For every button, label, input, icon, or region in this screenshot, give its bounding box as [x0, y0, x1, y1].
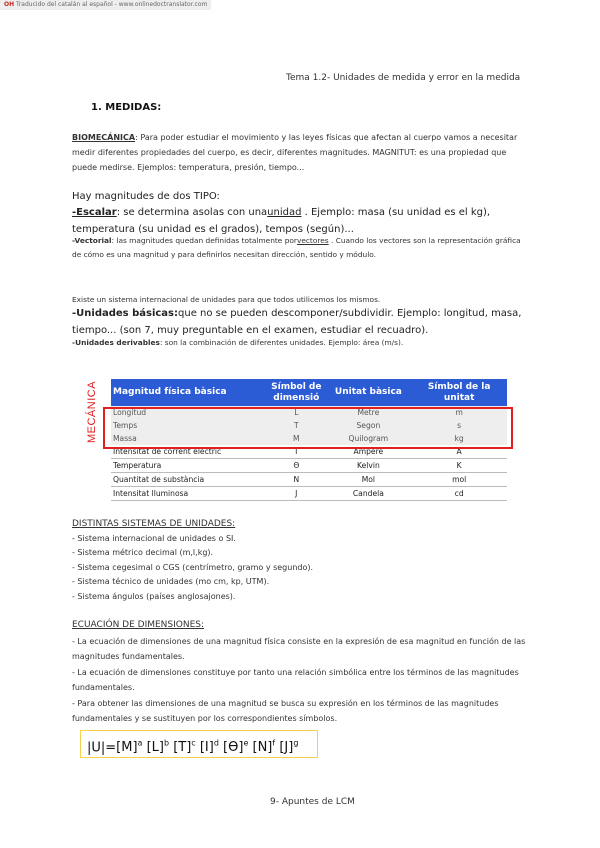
cell-magnitud: Temps — [111, 419, 267, 432]
cell-magnitud: Massa — [111, 432, 267, 445]
formula-lhs: |U|= — [87, 740, 117, 756]
header-magnitud: Magnitud física bàsica — [111, 379, 267, 406]
cell-unit-symbol: s — [411, 419, 507, 432]
formula-exponent: b — [163, 739, 170, 748]
formula-exponent: c — [191, 739, 196, 748]
cell-unit-symbol: K — [411, 459, 507, 473]
formula-base: [M] — [116, 740, 138, 756]
escalar-label: -Escalar — [72, 207, 117, 218]
formula-base: [N] — [252, 740, 273, 756]
formula-exponent: e — [243, 739, 249, 748]
formula-term — [116, 740, 142, 755]
translator-watermark — [0, 0, 211, 10]
vectorial-text-b: . Cuando los vectores son la representación gráfica de cómo es una magnitud y para definirlos necesitan dirección, sentido y módulo. — [72, 236, 521, 259]
cell-dimension-symbol: Θ — [267, 459, 325, 473]
table-row — [111, 459, 507, 473]
list-item: - Sistema ángulos (países anglosajones). — [72, 591, 236, 601]
derivables-text: : son la combinación de diferentes unidades. Ejemplo: área (m/s). — [159, 338, 404, 347]
cell-unit: Ampere — [325, 445, 411, 459]
escalar-paragraph — [72, 204, 532, 238]
vectorial-text-a: : las magnitudes quedan definidas totalmente por — [111, 236, 297, 245]
cell-magnitud: Intensitat de corrent elèctric — [111, 445, 267, 459]
cell-dimension-symbol: N — [267, 473, 325, 487]
dimension-formula — [80, 730, 318, 758]
formula-term — [279, 740, 298, 755]
vectorial-label: -Vectorial — [72, 236, 112, 245]
cell-unit-symbol: cd — [411, 487, 507, 501]
cell-unit-symbol: m — [411, 406, 507, 419]
biomecanica-text: : Para poder estudiar el movimiento y las leyes físicas que afectan al cuerpo vamos a necesitar medir diferentes propiedades del cuerpo, es decir, diferentes magnitudes. MAGNITUT: es una propiedad que puede medirse. Ejemplos: temperatura, presión, tiempo... — [72, 133, 518, 172]
list-item: - Sistema métrico decimal (m,l,kg). — [72, 548, 214, 557]
watermark-text: Traducido del catalán al español - www.onlinedoctranslator.com — [16, 1, 208, 8]
mecanica-highlight-box — [103, 407, 513, 449]
cell-dimension-symbol: J — [267, 487, 325, 501]
formula-term — [173, 740, 196, 755]
formula-base: [T] — [173, 740, 192, 756]
page-footer: 9- Apuntes de LCM — [270, 797, 355, 807]
list-item: - La ecuación de dimensiones constituye por tanto una relación simbólica entre los términos de las magnitudes fundamentales. — [72, 667, 519, 692]
cell-unit: Kelvin — [325, 459, 411, 473]
formula-exponent: d — [213, 739, 219, 748]
sistemas-title: DISTINTAS SISTEMAS DE UNIDADES: — [72, 519, 236, 529]
cell-magnitud: Longitud — [111, 406, 267, 419]
formula-exponent: f — [272, 739, 276, 748]
vectorial-paragraph — [72, 234, 532, 262]
cell-unit: Quilogram — [325, 432, 411, 445]
formula-base: [I] — [199, 740, 214, 756]
list-item: - Sistema técnico de unidades (mo cm, kp, UTM). — [72, 577, 270, 586]
formula-exponent: a — [137, 739, 143, 748]
mecanica-side-text: MECÁNICA — [86, 380, 98, 444]
list-item: - Sistema internacional de unidades o SI. — [72, 533, 236, 543]
formula-base: [L] — [146, 740, 164, 756]
sistemas-section — [72, 517, 532, 604]
escalar-text-b: . Ejemplo: masa (su unidad es el kg), temperatura (su unidad es el grados), tempos (según)... — [72, 207, 491, 235]
formula-exponent: g — [293, 739, 299, 748]
formula-term — [147, 740, 169, 755]
translator-logo: OH — [4, 1, 15, 8]
si-intro: Existe un sistema internacional de unidades para que todos utilicemos los mismos. — [72, 295, 381, 304]
table-header-row — [111, 379, 507, 406]
section-heading: 1. MEDIDAS: — [91, 102, 162, 113]
escalar-link[interactable]: unidad — [267, 207, 302, 218]
list-item: - Para obtener las dimensiones de una magnitud se busca su expresión en los términos de las magnitudes fundamentales y se sustituyen por los correspondientes símbolos. — [72, 698, 499, 723]
cell-dimension-symbol: L — [267, 406, 325, 419]
header-simbol-dimensio: Símbol de dimensió — [267, 379, 325, 406]
derivables-label: -Unidades derivables — [72, 338, 160, 347]
cell-unit: Segon — [325, 419, 411, 432]
cell-unit: Candela — [325, 487, 411, 501]
header-unitat: Unitat bàsica — [325, 379, 411, 406]
formula-base: [J] — [279, 740, 294, 756]
vectorial-link[interactable]: vectores — [296, 236, 329, 245]
cell-dimension-symbol: M — [267, 432, 325, 445]
ecuacion-title: ECUACIÓN DE DIMENSIONES: — [72, 620, 205, 630]
cell-dimension-symbol: T — [267, 419, 325, 432]
list-item: - La ecuación de dimensiones de una magnitud física consiste en la expresión de esa magnitud en función de las magnitudes fundamentales. — [72, 636, 526, 661]
table-row — [111, 487, 507, 501]
formula-base: [ϴ] — [223, 740, 244, 756]
cell-unit: Mol — [325, 473, 411, 487]
biomecanica-term: BIOMECÁNICA — [72, 133, 136, 142]
topic-header: Tema 1.2- Unidades de medida y error en la medida — [286, 73, 521, 83]
basicas-label: -Unidades básicas: — [72, 308, 179, 319]
list-item: - Sistema cegesimal o CGS (centrímetro, gramo y segundo). — [72, 562, 314, 572]
ecuacion-section — [72, 618, 528, 727]
cell-unit: Metre — [325, 406, 411, 419]
header-simbol-unitat: Símbol de la unitat — [411, 379, 507, 406]
table-row — [111, 473, 507, 487]
cell-magnitud: Quantitat de substància — [111, 473, 267, 487]
derivables-paragraph — [72, 336, 532, 350]
cell-unit-symbol: A — [411, 445, 507, 459]
formula-term — [200, 740, 219, 755]
magnitudes-intro: Hay magnitudes de dos TIPO: — [72, 191, 220, 202]
formula-term — [223, 740, 248, 755]
cell-unit-symbol: kg — [411, 432, 507, 445]
formula-term — [253, 740, 276, 755]
cell-magnitud: Intensitat lluminosa — [111, 487, 267, 501]
escalar-text-a: : se determina asolas con una — [116, 207, 268, 218]
basicas-paragraph — [72, 305, 532, 339]
cell-unit-symbol: mol — [411, 473, 507, 487]
biomecanica-paragraph — [72, 130, 532, 175]
basicas-text: que no se pueden descomponer/subdividir. Ejemplo: longitud, masa, tiempo... (son 7, muy preguntable en el examen, estudiar el recuadro). — [72, 308, 522, 336]
cell-dimension-symbol: I — [267, 445, 325, 459]
cell-magnitud: Temperatura — [111, 459, 267, 473]
